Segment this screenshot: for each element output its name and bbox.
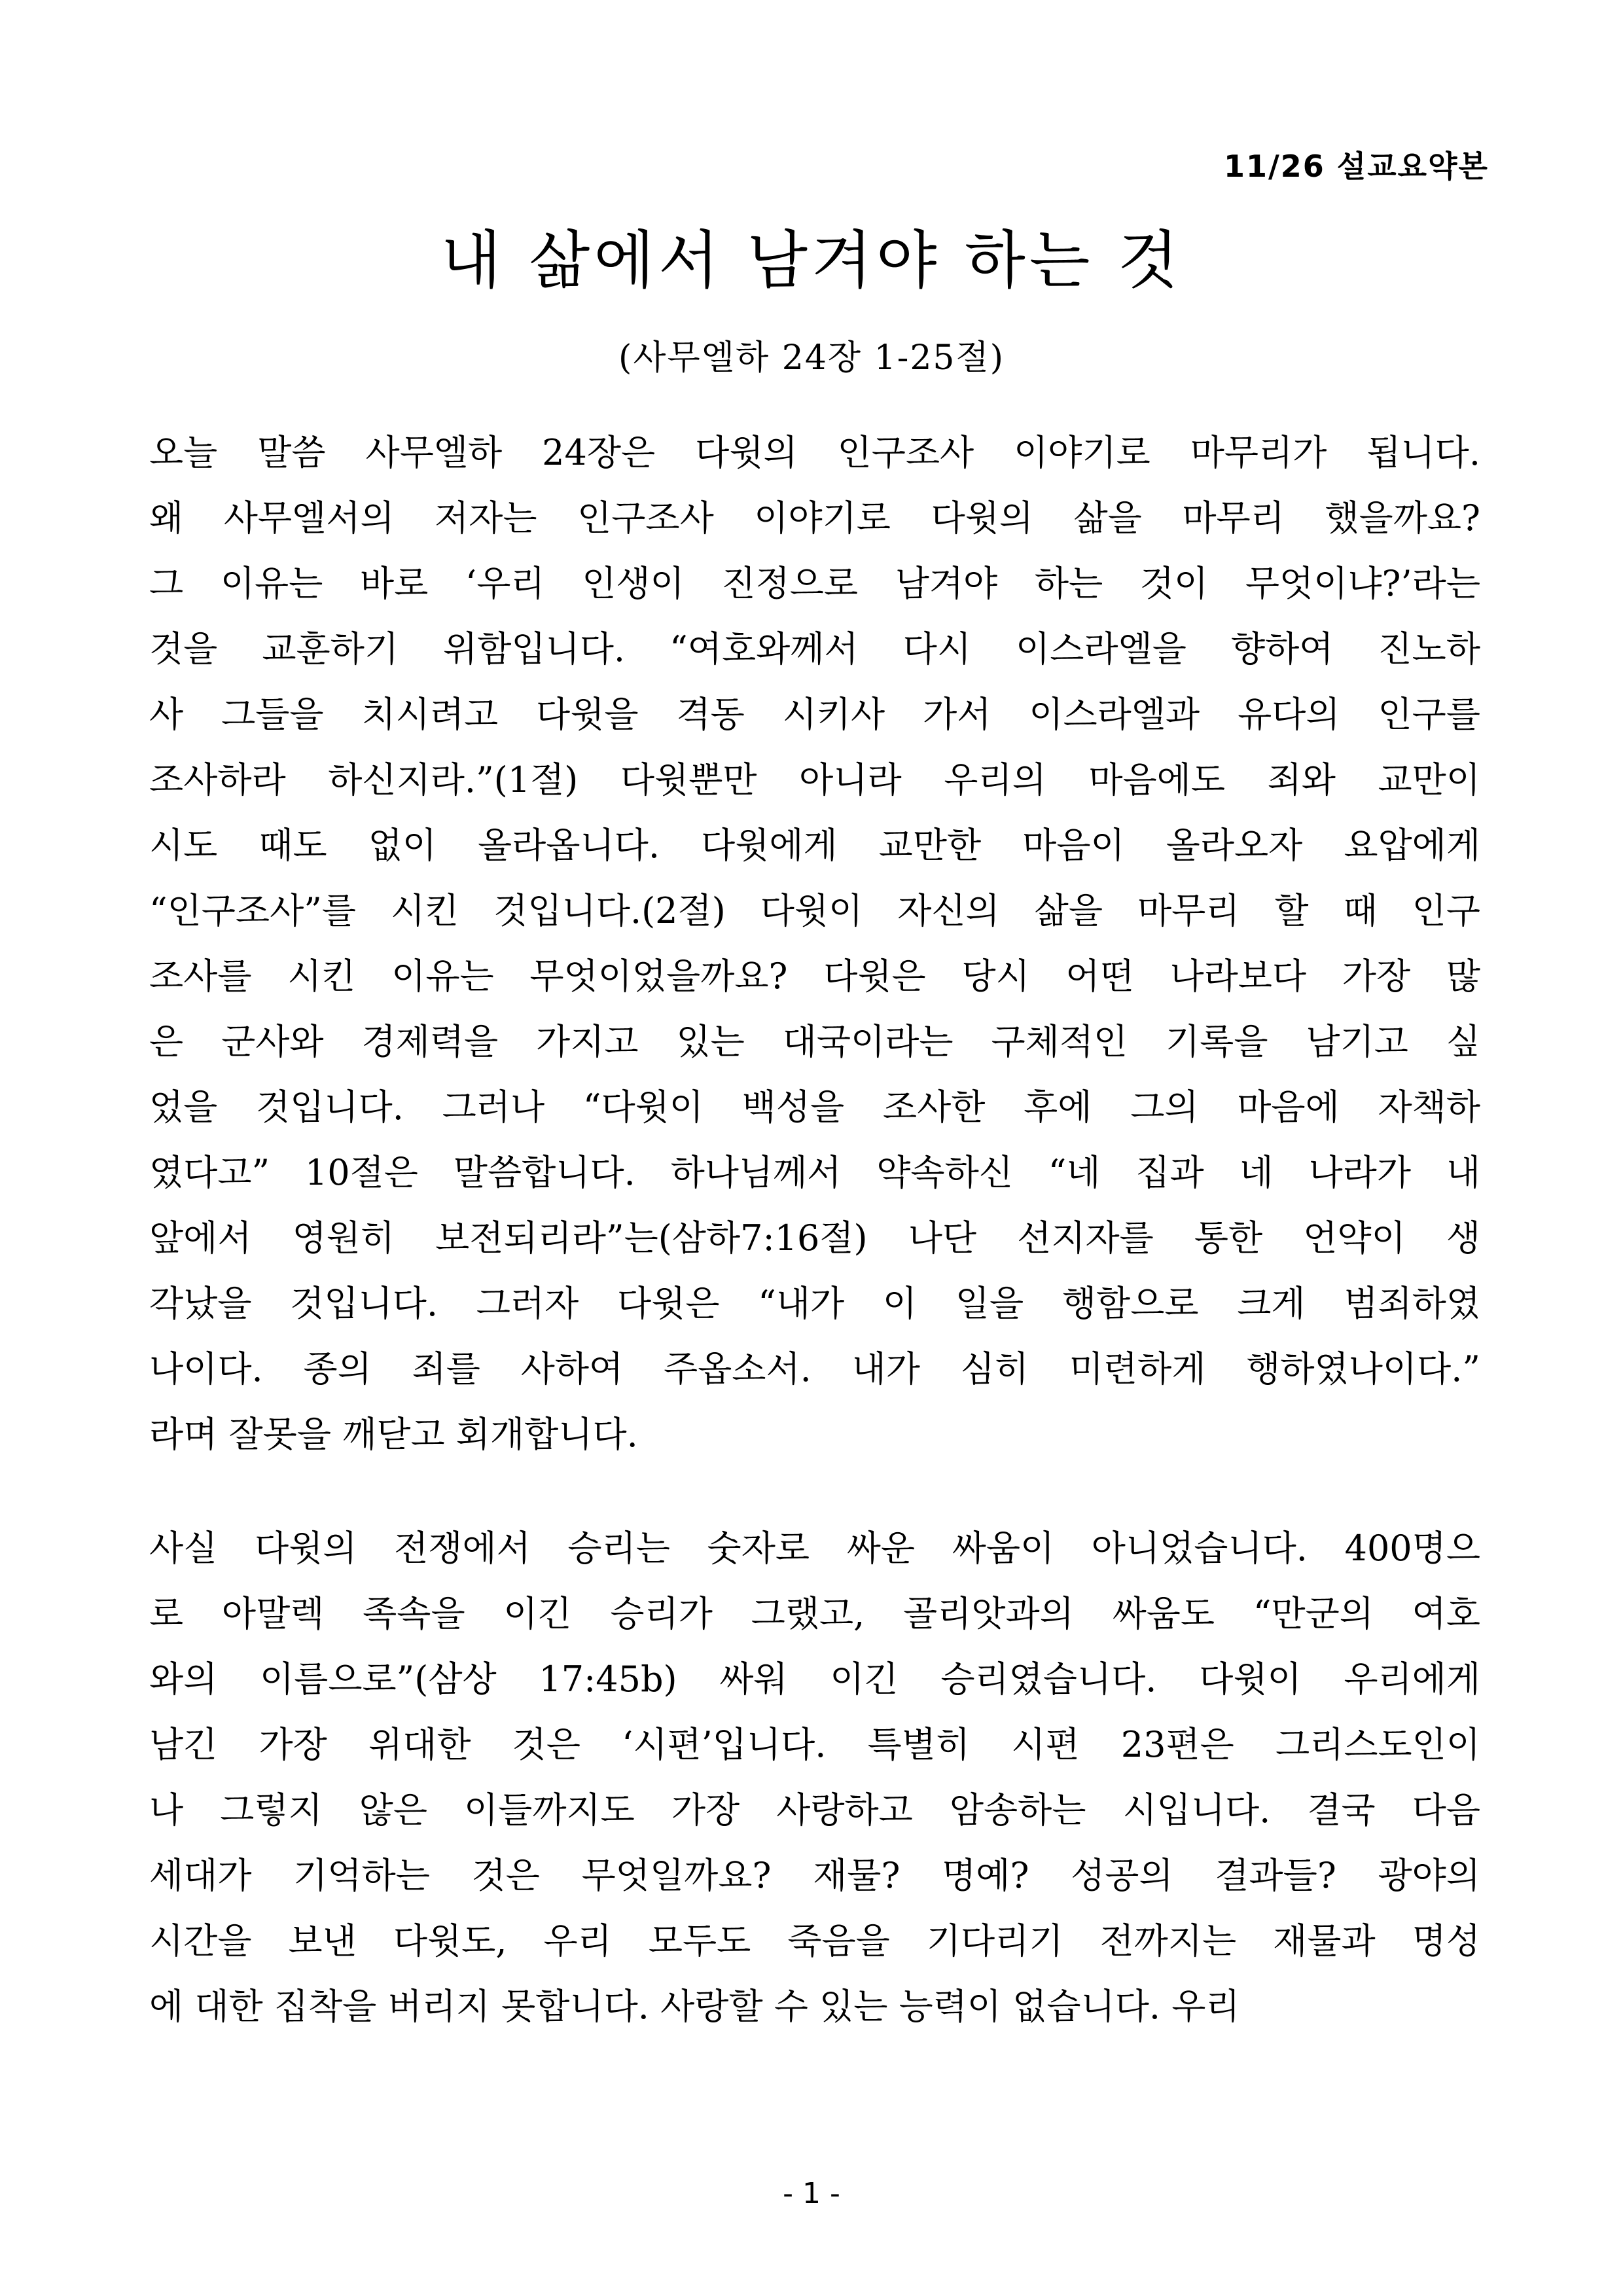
body-line: 사실 다윗의 전쟁에서 승리는 숫자로 싸운 싸움이 아니었습니다. 400명으 — [149, 1528, 1480, 1569]
body-line: 왜 사무엘서의 저자는 인구조사 이야기로 다윗의 삶을 마무리 했을까요? — [149, 497, 1480, 539]
body-line: 시간을 보낸 다윗도, 우리 모두도 죽음을 기다리기 전까지는 재물과 명성 — [149, 1920, 1480, 1962]
body-line: 사 그들을 치시려고 다윗을 격동 시키사 가서 이스라엘과 유다의 인구를 — [149, 694, 1480, 735]
body-line: 각났을 것입니다. 그러자 다윗은 “내가 이 일을 행함으로 크게 범죄하였 — [149, 1283, 1480, 1324]
body-line: 나이다. 종의 죄를 사하여 주옵소서. 내가 심히 미련하게 행하였나이다.” — [149, 1348, 1480, 1390]
body-line: 은 군사와 경제력을 가지고 있는 대국이라는 구체적인 기록을 남기고 싶 — [149, 1021, 1480, 1062]
body-line: 로 아말렉 족속을 이긴 승리가 그랬고, 골리앗과의 싸움도 “만군의 여호 — [149, 1593, 1480, 1634]
body-line: 조사하라 하신지라.”(1절) 다윗뿐만 아니라 우리의 마음에도 죄와 교만이 — [149, 759, 1480, 800]
body-line: 나 그렇지 않은 이들까지도 가장 사랑하고 암송하는 시입니다. 결국 다음 — [149, 1789, 1480, 1831]
paragraph-1 — [149, 420, 1480, 1467]
body-line: 오늘 말씀 사무엘하 24장은 다윗의 인구조사 이야기로 마무리가 됩니다. — [149, 432, 1480, 473]
body-line: “인구조사”를 시킨 것입니다.(2절) 다윗이 자신의 삶을 마무리 할 때 인구 — [149, 890, 1480, 931]
body-line: 남긴 가장 위대한 것은 ‘시편’입니다. 특별히 시편 23편은 그리스도인이 — [149, 1724, 1480, 1765]
body-line: 라며 잘못을 깨닫고 회개합니다. — [149, 1414, 638, 1455]
body-line: 앞에서 영원히 보전되리라”는(삼하7:16절) 나단 선지자를 통한 언약이 생 — [149, 1217, 1480, 1259]
header-note: 11/26 설교요약본 — [1223, 149, 1489, 184]
page-subtitle: (사무엘하 24장 1-25절) — [618, 338, 1005, 378]
body-line: 것을 교훈하기 위함입니다. “여호와께서 다시 이스라엘을 향하여 진노하 — [149, 628, 1480, 670]
paragraph-2 — [149, 1516, 1480, 2039]
body-line: 였다고” 10절은 말씀합니다. 하나님께서 약속하신 “네 집과 네 나라가 내 — [149, 1152, 1480, 1193]
body-line: 었을 것입니다. 그러나 “다윗이 백성을 조사한 후에 그의 마음에 자책하 — [149, 1086, 1480, 1128]
page-number: - 1 - — [783, 2177, 840, 2210]
body-line: 세대가 기억하는 것은 무엇일까요? 재물? 명예? 성공의 결과들? 광야의 — [149, 1855, 1480, 1896]
body-line: 와의 이름으로”(삼상 17:45b) 싸워 이긴 승리였습니다. 다윗이 우리에게 — [149, 1659, 1480, 1700]
body-line: 시도 때도 없이 올라옵니다. 다윗에게 교만한 마음이 올라오자 요압에게 — [149, 825, 1480, 866]
sermon-body — [149, 420, 1480, 2039]
page-title: 내 삶에서 남겨야 하는 것 — [440, 224, 1183, 297]
body-line: 그 이유는 바로 ‘우리 인생이 진정으로 남겨야 하는 것이 무엇이냐?’라는 — [149, 563, 1480, 604]
body-line: 조사를 시킨 이유는 무엇이었을까요? 다윗은 당시 어떤 나라보다 가장 많 — [149, 956, 1480, 997]
body-line: 에 대한 집착을 버리지 못합니다. 사랑할 수 있는 능력이 없습니다. 우리 — [149, 1986, 1240, 2027]
